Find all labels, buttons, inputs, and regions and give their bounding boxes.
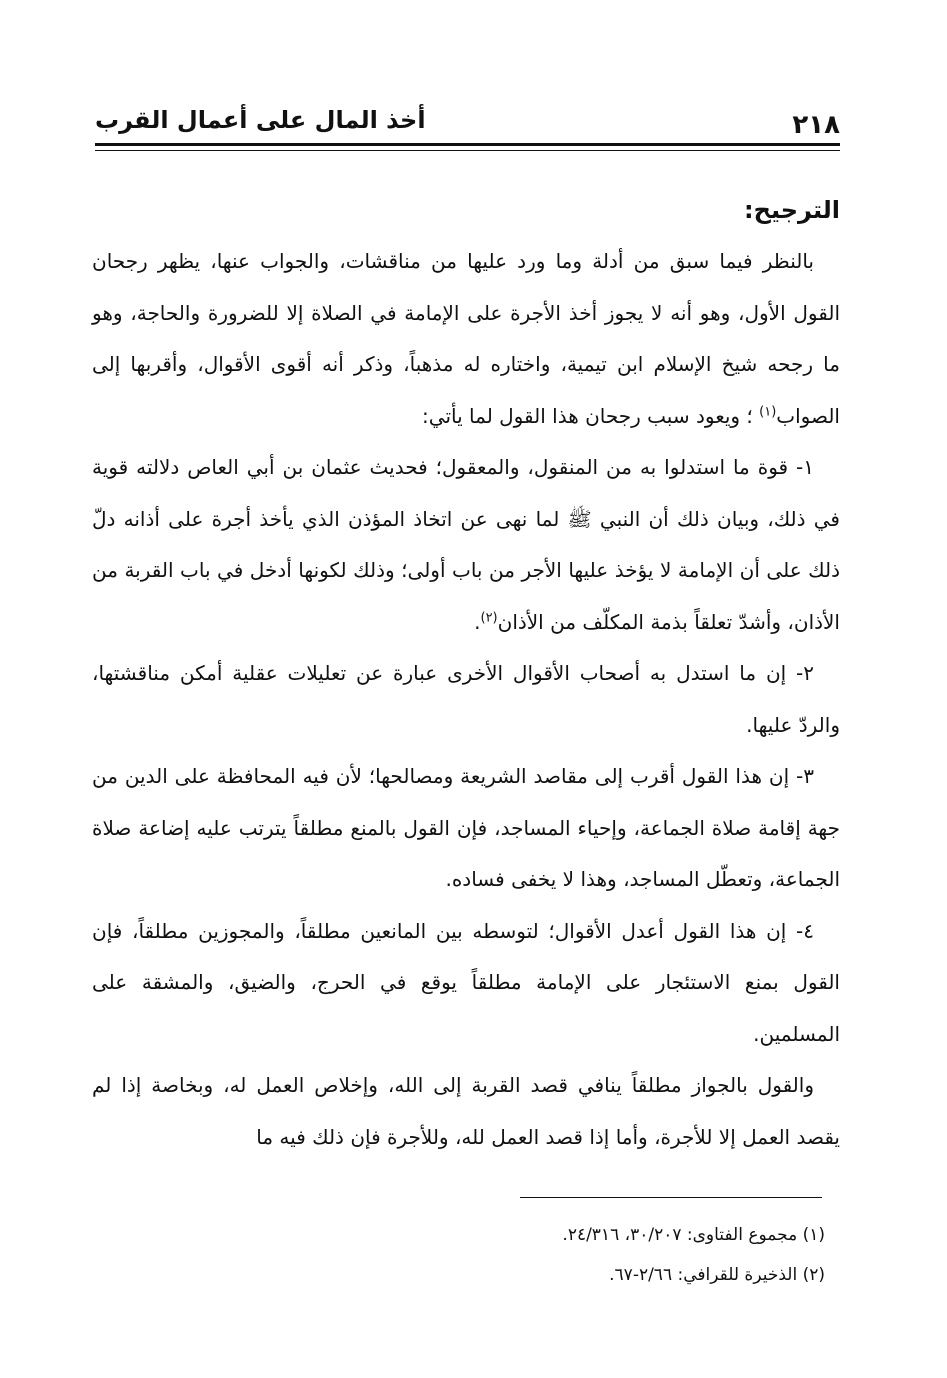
- closing-paragraph: والقول بالجواز مطلقاً ينافي قصد القربة إلى الله، وإخلاص العمل له، وبخاصة إذا لم يقصد العمل إلا للأجرة، وأما إذا قصد العمل لله، وللأجرة فإن ذلك فيه ما: [92, 1073, 840, 1149]
- page-number: ٢١٨: [792, 110, 840, 140]
- footnote-1: (١) مجموع الفتاوى: ٣٠/٢٠٧، ٢٤/٣١٦.: [562, 1225, 825, 1245]
- footnote-2: (٢) الذخيرة للقرافي: ٢/٦٦-٦٧.: [609, 1265, 825, 1285]
- footnote-ref-2: (٢): [480, 609, 498, 625]
- point-1-end: .: [474, 609, 481, 634]
- footnote-ref-1: (١): [759, 403, 777, 419]
- intro-text: بالنظر فيما سبق من أدلة وما ورد عليها من مناقشات، والجواب عنها، يظهر رجحان القول الأول، وهو أنه لا يجوز أخذ الأجرة على الإمامة في الصلاة إلا للضرورة والحاجة، وهو ما رجحه شيخ الإسلام ابن تيمية، واختاره له مذهباً، وذكر أنه أقوى الأقوال، وأقربها إلى الصواب: [92, 249, 840, 428]
- footnote-separator: [520, 1197, 822, 1198]
- header-rule: [95, 143, 840, 146]
- header-rule-thin: [95, 150, 840, 151]
- point-1-text: ١- قوة ما استدلوا به من المنقول، والمعقول؛ فحديث عثمان بن أبي العاص دلالته قوية في ذلك، وبيان ذلك أن النبي ﷺ لما نهى عن اتخاذ المؤذن الذي يأخذ أجرة على أذانه دلّ ذلك على أن الإمامة لا يؤخذ عليها الأجر من باب أولى؛ وذلك لكونها أدخل في باب القربة من الأذان، وأشدّ تعلقاً بذمة المكلّف من الأذان: [92, 455, 840, 634]
- intro-end-text: ؛ ويعود سبب رجحان هذا القول لما يأتي:: [422, 403, 753, 428]
- point-4: ٤- إن هذا القول أعدل الأقوال؛ لتوسطه بين المانعين مطلقاً، والمجوزين مطلقاً، فإن القول بمنع الاستئجار على الإمامة مطلقاً يوقع في الحرج، والضيق، والمشقة على المسلمين.: [92, 918, 840, 1046]
- main-text: [92, 190, 840, 1163]
- running-title: أخذ المال على أعمال القرب: [95, 106, 426, 134]
- point-2: ٢- إن ما استدل به أصحاب الأقوال الأخرى عبارة عن تعليلات عقلية أمكن مناقشتها، والردّ عليها.: [92, 661, 840, 737]
- footnotes: [300, 1215, 825, 1295]
- point-1: [92, 442, 840, 648]
- intro-paragraph: [92, 236, 840, 442]
- section-heading: الترجيح:: [744, 196, 840, 224]
- page-header: [95, 100, 840, 142]
- point-3: ٣- إن هذا القول أقرب إلى مقاصد الشريعة ومصالحها؛ لأن فيه المحافظة على الدين من جهة إقامة صلاة الجماعة، وإحياء المساجد، فإن القول بالمنع مطلقاً يترتب عليه إضاعة صلاة الجماعة، وتعطّل المساجد، وهذا لا يخفى فساده.: [92, 764, 840, 891]
